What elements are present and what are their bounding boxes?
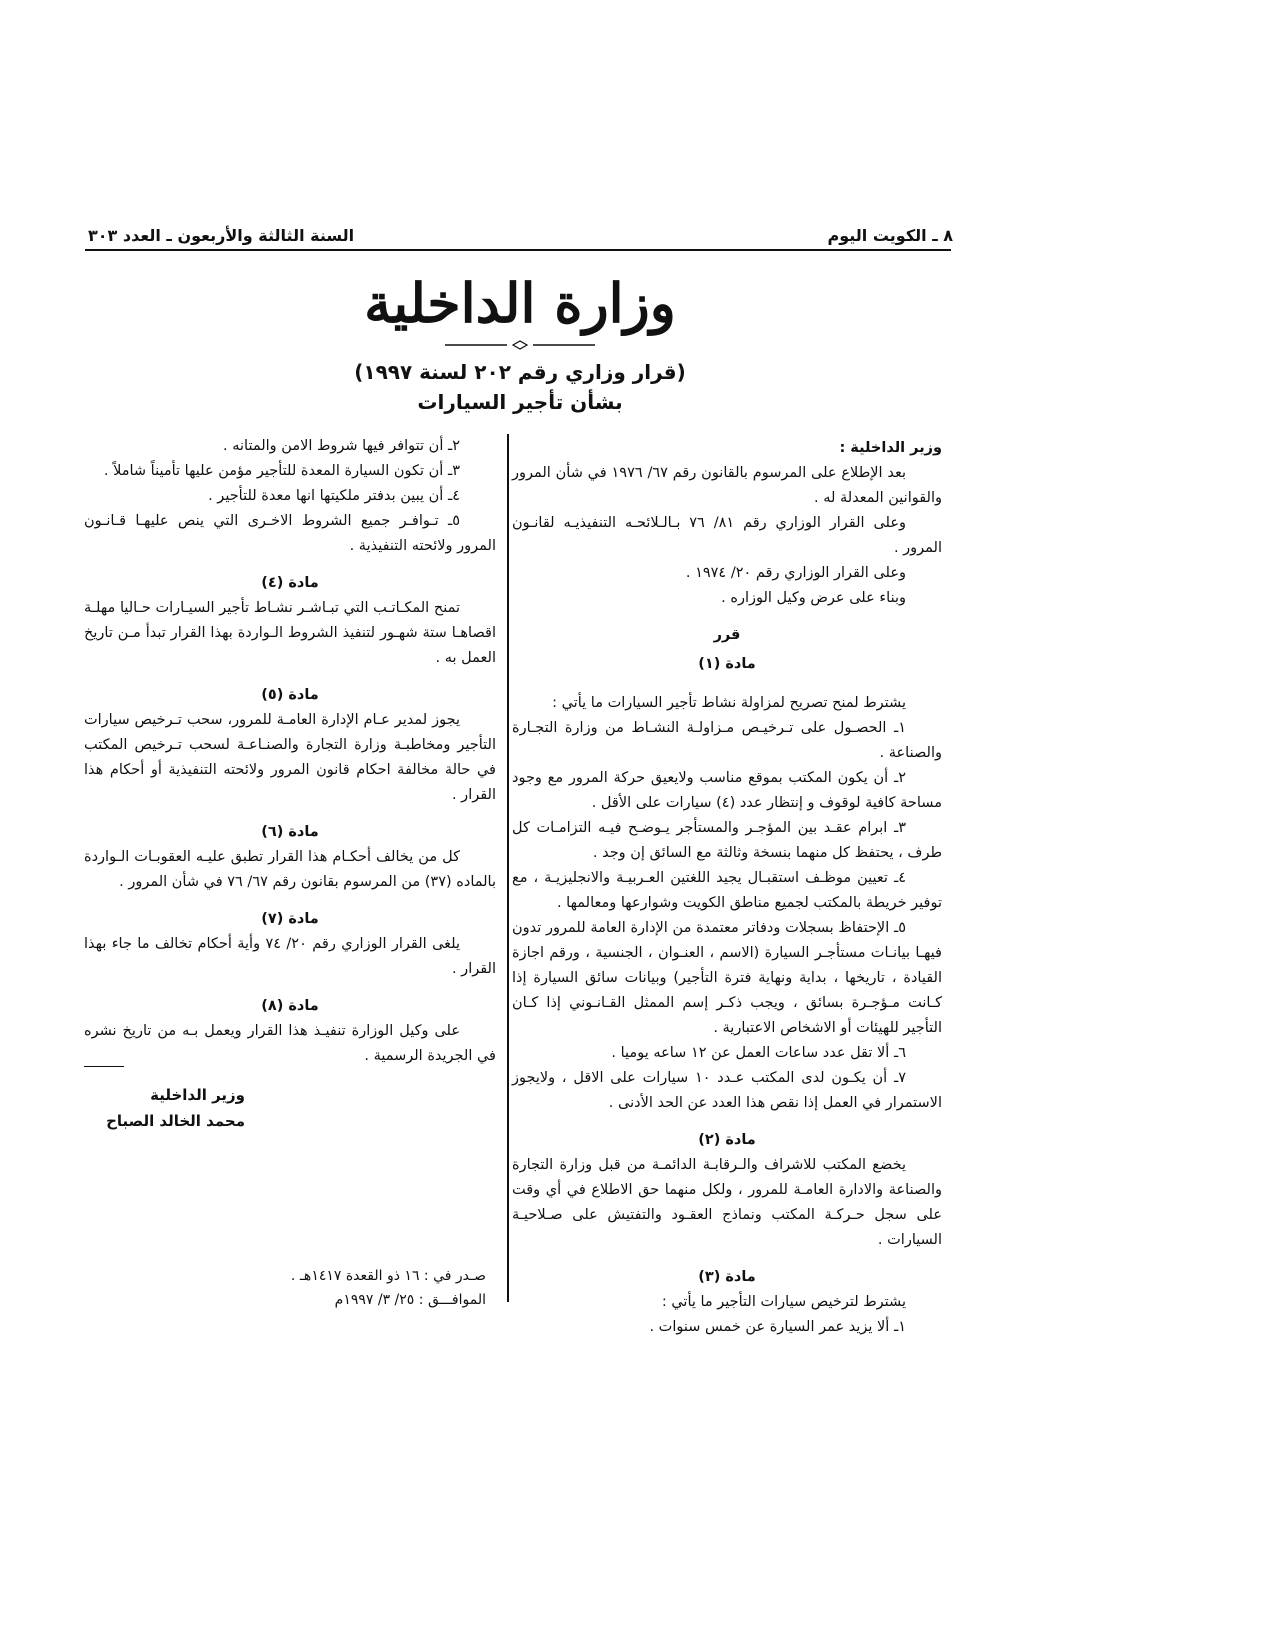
article-heading: مادة (٦) <box>261 824 319 840</box>
right-column <box>512 436 942 1340</box>
paragraph: ٥ـ تـوافـر جميع الشروط الاخـرى التي ينص عليهـا قـانـون المرور ولائحته التنفيذية . <box>84 513 496 554</box>
paragraph: يشترط لمنح تصريح لمزاولة نشاط تأجير السيارات ما يأتي : <box>552 695 906 711</box>
article-heading: مادة (٢) <box>698 1132 756 1148</box>
article-heading: مادة (٤) <box>261 575 319 591</box>
paragraph: ٥ـ الإحتفاظ بسجلات ودفاتر معتمدة من الإدارة العامة للمرور تدون فيهـا بيانـات مستأجـر السيارة (الاسم ، العنـوان ، الجنسية ، ورقم اجازة القيادة ، تاريخها ، بداية ونهاية فترة التأجير) وبيانات سائق السيارة إذا كـانت مـؤجـرة بسائق ، ويجب ذكـر إسم الممثل القـانـوني إذا كـان التأجير للهيئات أو الاشخاص الاعتبارية . <box>512 920 942 1036</box>
paragraph: ٤ـ أن يبين بدفتر ملكيتها انها معدة للتأجير . <box>208 488 460 504</box>
paragraph: يجوز لمدير عـام الإدارة العامـة للمرور، سحب تـرخيص سيارات التأجير ومخاطبـة وزارة التجارة والصنـاعـة لسحب تـرخيص المكتب في حالة مخالفة احكام قانون المرور ولائحته التنفيذية أو أحكام هذا القرار . <box>84 712 496 803</box>
spacer <box>512 677 942 691</box>
paragraph: يشترط لترخيص سيارات التأجير ما يأتي : <box>661 1294 906 1310</box>
signature-rule <box>84 1066 124 1067</box>
signature-name: محمد الخالد الصباح <box>106 1112 245 1130</box>
paragraph: ٣ـ ابرام عقـد بين المؤجـر والمستأجر يـوضـح فيـه التزامـات كل طرف ، يحتفظ كل منهما بنسخة وثالثة مع السائق إن وجد . <box>512 820 942 861</box>
paragraph: بعد الإطلاع على المرسوم بالقانون رقم ٦٧/ ١٩٧٦ في شأن المرور والقوانين المعدلة له . <box>512 465 942 506</box>
paragraph: ٢ـ أن يكون المكتب بموقع مناسب ولايعيق حركة المرور مع وجود مساحة كافية لوقوف و إنتظار عدد (٤) سيارات على الأقل . <box>512 770 942 811</box>
corresponding-date: الموافـــق : ٢٥/ ٣/ ١٩٩٧م <box>334 1292 486 1308</box>
article-heading: مادة (٥) <box>261 687 319 703</box>
decision-title: (قرار وزاري رقم ٢٠٢ لسنة ١٩٩٧) <box>354 360 686 384</box>
running-header-page: ٨ ـ الكويت اليوم <box>827 226 953 245</box>
paragraph: ٧ـ أن يكـون لدى المكتب عـدد ١٠ سيارات على الاقل ، ولايجوز الاستمرار في العمل إذا نقص هذا العدد عن الحد الأدنى . <box>512 1070 942 1111</box>
paragraph: وعلى القرار الوزاري رقم ٨١/ ٧٦ بـالـلائحـه التنفيذيـه لقانـون المرور . <box>512 515 942 556</box>
column-divider <box>507 434 509 1302</box>
paragraph: ٣ـ أن تكون السيارة المعدة للتأجير مؤمن عليها تأميناً شاملاً . <box>103 463 460 479</box>
article-heading: مادة (٣) <box>698 1269 756 1285</box>
decision-subject: بشأن تأجير السيارات <box>417 390 623 414</box>
running-header-issue: السنة الثالثة والأربعون ـ العدد ٣٠٣ <box>88 226 355 245</box>
signature-title: وزير الداخلية <box>150 1086 245 1104</box>
article-heading: مادة (٧) <box>261 911 319 927</box>
paragraph: تمنح المكـاتـب التي تبـاشـر نشـاط تأجير السيـارات حـاليا مهلـة اقصاهـا ستة شهـور لتنفيذ الشروط الـواردة بهذا القرار تبدأ مـن تاريخ العمل به . <box>84 600 496 666</box>
paragraph: يخضع المكتب للاشراف والـرقابـة الدائمـة من قبل وزارة التجارة والصناعة والادارة العامـة للمرور ، ولكل منهما حق الاطلاع في أي وقت على سجل حـركـة المكتب ونماذج العقـود والتفتيش على صـلاحيـة السيارات . <box>512 1157 942 1248</box>
paragraph: يلغى القرار الوزاري رقم ٢٠/ ٧٤ وأية أحكام تخالف ما جاء بهذا القرار . <box>84 936 496 977</box>
paragraph: وزير الداخلية : <box>839 440 942 456</box>
paragraph: كل من يخالف أحكـام هذا القرار تطبق عليـه العقوبـات الـواردة بالماده (٣٧) من المرسوم بقانون رقم ٦٧/ ٧٦ في شأن المرور . <box>84 849 496 890</box>
paragraph: ١ـ ألا يزيد عمر السيارة عن خمس سنوات . <box>649 1319 906 1335</box>
header-rule <box>85 249 951 251</box>
paragraph: ٦ـ ألا تقل عدد ساعات العمل عن ١٢ ساعه يوميا . <box>611 1045 906 1061</box>
issued-date: صـدر في : ١٦ ذو القعدة ١٤١٧هـ . <box>290 1268 486 1284</box>
paragraph: وبناء على عرض وكيل الوزاره . <box>721 590 906 606</box>
article-heading: مادة (٨) <box>261 998 319 1014</box>
paragraph: على وكيل الوزارة تنفيـذ هذا القرار ويعمل بـه من تاريخ نشره في الجريدة الرسمية . <box>84 1023 496 1064</box>
ministry-masthead: وزارة الداخلية <box>364 271 676 335</box>
ornament-divider <box>445 340 595 350</box>
issue-dates <box>286 1264 486 1312</box>
paragraph: ١ـ الحصـول على تـرخيـص مـزاولـة النشـاط من وزارة التجـارة والصناعة . <box>512 720 942 761</box>
paragraph: ٤ـ تعيين موظـف استقبـال يجيد اللغتين العـربيـة والانجليزيـة ، مع توفير خريطة بالمكتب لجميع مناطق الكويت وشوارعها ومعالمها . <box>512 870 942 911</box>
paragraph: وعلى القرار الوزاري رقم ٢٠/ ١٩٧٤ . <box>685 565 906 581</box>
article-heading: قرر <box>713 627 741 643</box>
article-heading: مادة (١) <box>698 656 756 672</box>
paragraph: ٢ـ أن تتوافر فيها شروط الامن والمتانه . <box>223 438 460 454</box>
left-column <box>84 434 496 1069</box>
